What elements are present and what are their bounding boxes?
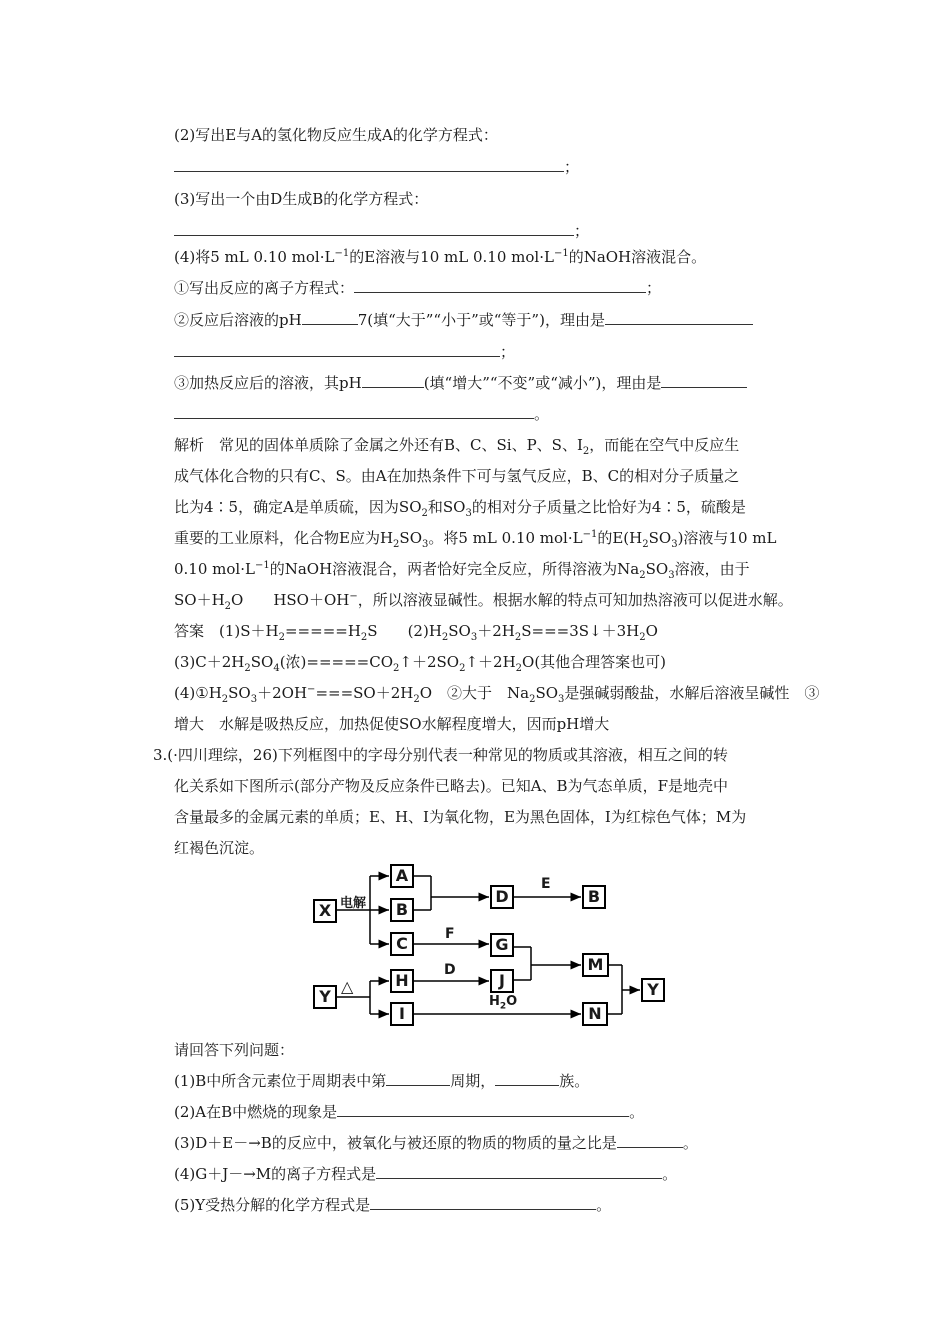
box-c: C (390, 932, 414, 956)
box-y-product: Y (641, 978, 665, 1002)
analysis-line-4: 重要的工业原料，化合物E应为$H_2SO_3$。将5 mL 0.10 $mol\cdot L^{-1}$的$E(H_2SO_3)$溶液与10 mL (174, 529, 777, 550)
q2-part4-3-cont[interactable]: 。 (174, 404, 549, 424)
box-b-product: B (582, 885, 606, 909)
analysis-line-6: $SO+H_2O$ HSO＋OH−，所以溶液显碱性。根据水解的特点可知加热溶液可以促进水解。 (174, 591, 793, 612)
box-h: H (390, 969, 414, 993)
box-d: D (490, 885, 514, 909)
answer-blank[interactable] (495, 1071, 559, 1086)
box-n: N (582, 1002, 608, 1026)
box-m: M (582, 953, 609, 977)
q2-part3-label: (3)写出一个由D生成B的化学方程式： (174, 190, 429, 208)
answer-line-3: $(4)①H_2SO_3+2OH^-===SO+2H_2O$ ②大于 $Na_2SO_3$是强碱弱酸盐，水解后溶液呈碱性 ③ (174, 684, 820, 705)
label-d: D (444, 962, 456, 978)
q2-part4-2-cont[interactable]: ； (174, 342, 515, 362)
answer-blank[interactable] (617, 1133, 683, 1148)
box-j: J (490, 969, 514, 993)
label-electrolysis: 电解 (340, 896, 367, 911)
q3-line-4: 红褐色沉淀。 (174, 839, 265, 857)
q2-part3-answer-blank[interactable]: ； (174, 221, 589, 241)
q3-line-3: 含量最多的金属元素的单质；E、H、I为氧化物，E为黑色固体，I为红棕色气体；M为 (174, 808, 747, 826)
answer-blank[interactable] (376, 1164, 662, 1179)
box-a: A (390, 864, 414, 888)
analysis-line-5: 0.10 $mol\cdot L^{-1}$的NaOH溶液混合，两者恰好完全反应，所得溶液为$Na_2SO_3$溶液，由于 (174, 560, 750, 581)
q3-sub-5: (5)Y受热分解的化学方程式是 。 (174, 1196, 612, 1214)
answer-blank[interactable] (386, 1071, 450, 1086)
analysis-line-3: 比为4∶5，确定A是单质硫，因为$SO_2$和$SO_3$的相对分子质量之比恰好为4∶5，硫酸是 (174, 498, 746, 519)
box-b: B (390, 898, 414, 922)
q3-sub-1: (1)B中所含元素位于周期表中第 周期， 族。 (174, 1072, 590, 1090)
answer-blank[interactable] (370, 1195, 596, 1210)
q3-line-2: 化关系如下图所示(部分产物及反应条件已略去)。已知A、B为气态单质，F是地壳中 (174, 777, 728, 795)
q2-part4-3: ③加热反应后的溶液，其pH (填“增大”“不变”或“减小”)，理由是 (174, 373, 747, 393)
q2-part4-text: (4)将5 mL 0.10 $mol\cdot L^{-1}$的E溶液与10 mL 0.10 $mol\cdot L^{-1}$的NaOH溶液混合。 (174, 248, 707, 266)
box-g: G (490, 933, 514, 957)
q2-part2-answer-blank[interactable]: ； (174, 157, 579, 177)
q3-prompt: 请回答下列问题： (174, 1041, 295, 1059)
label-h2o: $H_2O$ (489, 994, 518, 1012)
q3-sub-3: (3)D＋E－→B的反应中，被氧化与被还原的物质的物质的量之比是 。 (174, 1134, 698, 1152)
box-x: X (313, 899, 337, 923)
q3-line-1: 3.(·四川理综，26)下列框图中的字母分别代表一种常见的物质或其溶液，相互之间的转 (153, 746, 728, 764)
q3-sub-2: (2)A在B中燃烧的现象是 。 (174, 1103, 645, 1121)
analysis-line-2: 成气体化合物的只有C、S。由A在加热条件下可与氢气反应，B、C的相对分子质量之 (174, 467, 740, 485)
box-i: I (390, 1002, 414, 1026)
label-f: F (445, 926, 455, 942)
label-heat: △ (341, 977, 354, 996)
analysis-line-1: 解析 常见的固体单质除了金属之外还有B、C、Si、P、S、$I_2$，而能在空气中反应生 (174, 436, 740, 457)
q2-part2-label: (2)写出E与A的氢化物反应生成A的化学方程式： (174, 126, 498, 144)
answer-line-4: 增大 水解是吸热反应，加热促使SO水解程度增大，因而pH增大 (174, 715, 610, 733)
q2-part4-1: ①写出反应的离子方程式： ； (174, 279, 662, 297)
answer-line-2: $(3)C+2H_2SO_4$(浓)$=====CO_2↑+2SO_2↑+2H_2O$(其他合理答案也可) (174, 653, 667, 674)
answer-line-1: 答案 $(1)S+H_2=====H_2S$ $(2)H_2SO_3+2H_2S===3S↓+3H_2O$ (174, 622, 658, 643)
label-e: E (541, 876, 551, 892)
answer-blank[interactable] (337, 1102, 629, 1117)
q3-sub-4: (4)G＋J－→M的离子方程式是 。 (174, 1165, 678, 1183)
box-y: Y (313, 985, 337, 1009)
q2-part4-2: ②反应后溶液的pH 7(填“大于”“小于”或“等于”)，理由是 (174, 310, 753, 330)
